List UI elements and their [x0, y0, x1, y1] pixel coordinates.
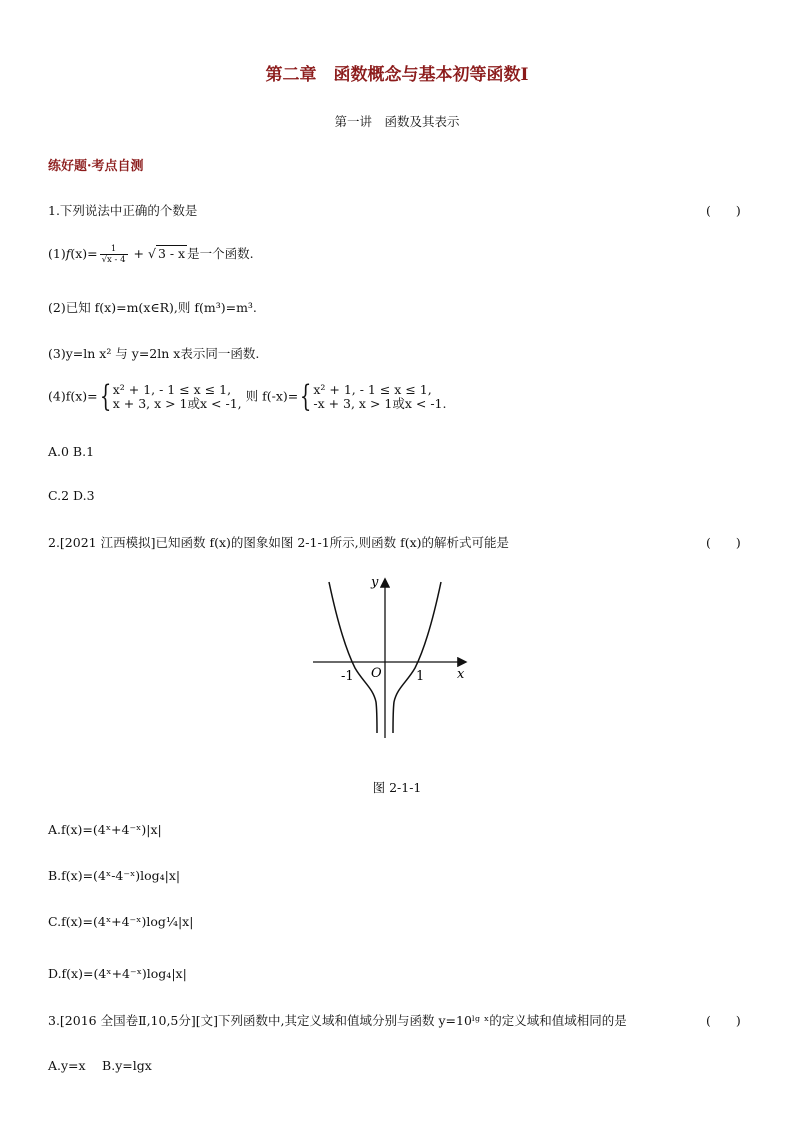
x-axis-label: x: [457, 667, 465, 682]
q1-statement-3: (3)y=ln x² 与 y=2ln x表示同一函数.: [48, 346, 260, 361]
q2-answer-paren: ( ): [706, 535, 741, 550]
q1-statement-2: (2)已知 f(x)=m(x∈R),则 f(m³)=m³.: [48, 300, 257, 315]
q2-stem: 2.[2021 江西模拟]已知函数 f(x)的图象如图 2-1-1所示,则函数 f(x)的解析式可能是: [48, 535, 510, 550]
fraction: $\frac{1}{√x - 4}$: [101, 244, 126, 265]
q1-statement-1: (1)f(x)= $\frac{1}{√x - 4}$ + √ 3 - x 是一个函数.: [48, 244, 254, 265]
curve-left: [329, 582, 377, 733]
q1-answer-paren: ( ): [706, 203, 741, 218]
y-axis-label: y: [371, 575, 379, 590]
q1-options-cd: C.2 D.3: [48, 488, 95, 503]
q2-option-a: A.f(x)=(4ˣ+4⁻ˣ)|x|: [48, 822, 162, 837]
origin-label: O: [371, 666, 382, 681]
q1-statement-4: (4)f(x)={ x² + 1, - 1 ≤ x ≤ 1, x + 3, x > 1或x < -1, 则 f(-x)={ x² + 1, - 1 ≤ x ≤ 1, -x + 3, x > 1或x < -1.: [48, 379, 447, 414]
q1-stem: 1.下列说法中正确的个数是: [48, 203, 198, 218]
q3-stem: 3.[2016 全国卷Ⅱ,10,5分][文]下列函数中,其定义域和值域分别与函数 y=10ˡᵍ ˣ的定义域和值域相同的是: [48, 1013, 627, 1028]
q2-option-c: C.f(x)=(4ˣ+4⁻ˣ)log¼|x|: [48, 914, 194, 929]
q2-option-b: B.f(x)=(4ˣ-4⁻ˣ)log₄|x|: [48, 868, 181, 883]
q1-options-ab: A.0 B.1: [48, 444, 95, 459]
q2-option-d: D.f(x)=(4ˣ+4⁻ˣ)log₄|x|: [48, 966, 187, 981]
tick-label-neg1: -1: [341, 669, 354, 684]
q3-answer-paren: ( ): [706, 1013, 741, 1028]
q3-options-ab: A.y=x B.y=lgx: [48, 1058, 152, 1073]
section-title: 练好题·考点自测: [48, 159, 144, 174]
lecture-title: 第一讲 函数及其表示: [334, 114, 460, 129]
curve-right: [393, 582, 441, 733]
function-graph-figure: [305, 570, 480, 745]
chapter-title: 第二章 函数概念与基本初等函数Ⅰ: [265, 65, 529, 85]
tick-label-pos1: 1: [416, 669, 425, 684]
figure-caption: 图 2-1-1: [372, 780, 422, 795]
